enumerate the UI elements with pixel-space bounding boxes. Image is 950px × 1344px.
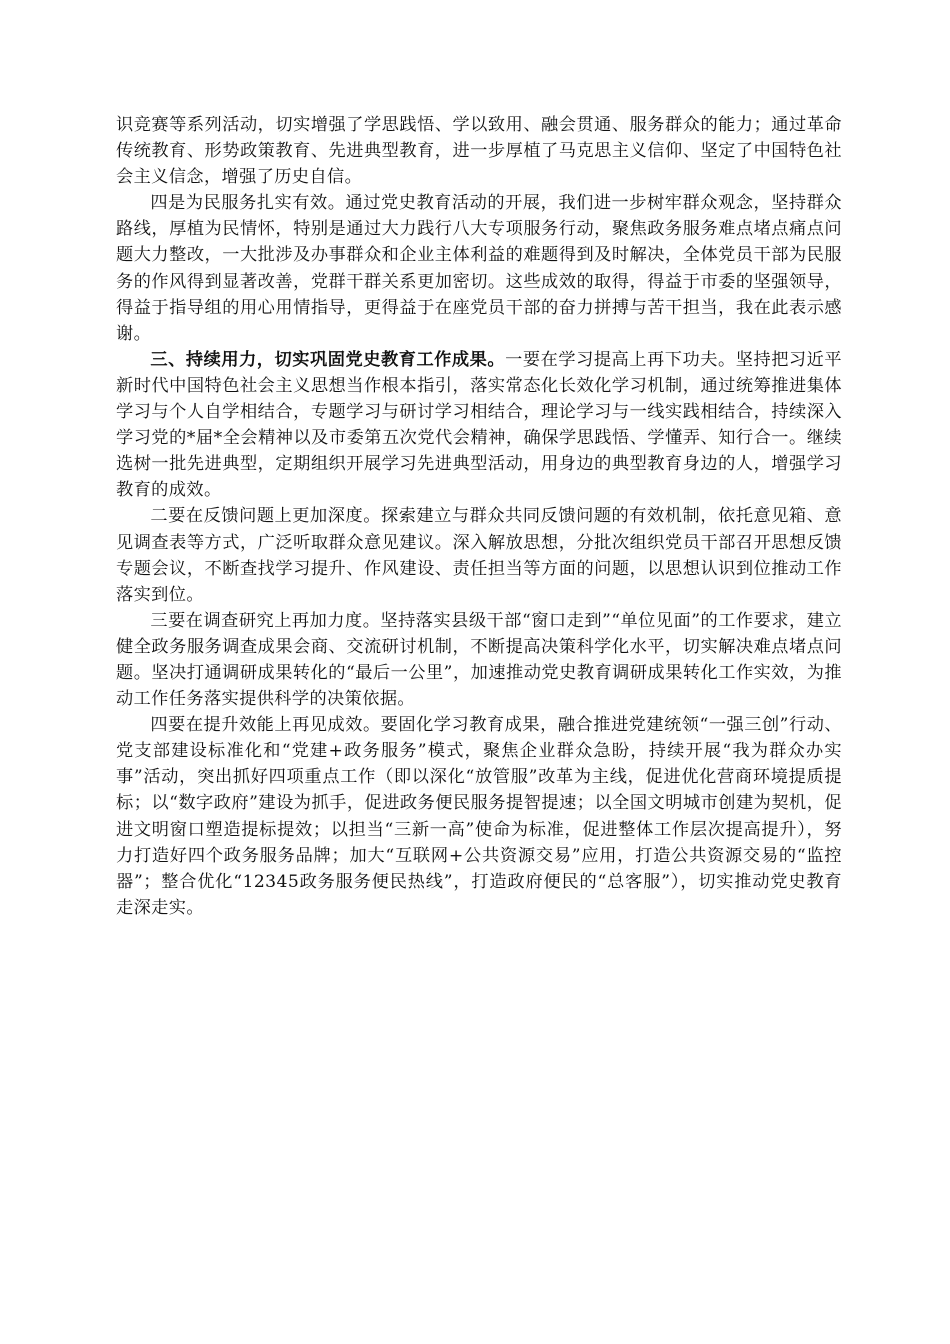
paragraph-1-text: 识竞赛等系列活动，切实增强了学思践悟、学以致用、融会贯通、服务群众的能力；通过革命传统教育、形势政策教育、先进典型教育，进一步厚植了马克思主义信仰、坚定了中国特色社会主义信念，增强了历史自信。	[116, 115, 842, 188]
paragraph-2	[116, 190, 842, 347]
paragraph-5	[116, 608, 842, 712]
paragraph-3	[116, 347, 842, 504]
paragraph-6	[116, 712, 842, 921]
paragraph-5-text: 三要在调查研究上再加力度。坚持落实县级干部“窗口走到”“单位见面”的工作要求，建立健全政务服务调查成果会商、交流研讨机制，不断提高决策科学化水平，切实解决难点堵点问题。坚决打通调研成果转化的“最后一公里”，加速推动党史教育调研成果转化工作实效，为推动工作任务落实提供科学的决策依据。	[116, 610, 842, 710]
paragraph-2-text: 四是为民服务扎实有效。通过党史教育活动的开展，我们进一步树牢群众观念，坚持群众路线，厚植为民情怀，特别是通过大力践行八大专项服务行动，聚焦政务服务难点堵点痛点问题大力整改，一大批涉及办事群众和企业主体利益的难题得到及时解决，全体党员干部为民服务的作风得到显著改善，党群干群关系更加密切。这些成效的取得，得益于市委的坚强领导，得益于指导组的用心用情指导，更得益于在座党员干部的奋力拼搏与苦干担当，我在此表示感谢。	[116, 193, 842, 344]
document-body	[116, 112, 842, 921]
paragraph-4	[116, 503, 842, 607]
paragraph-3-text: 一要在学习提高上再下功夫。坚持把习近平新时代中国特色社会主义思想当作根本指引，落实常态化长效化学习机制，通过统筹推进集体学习与个人自学相结合，专题学习与研讨学习相结合，理论学习与一线实践相结合，持续深入学习党的*届*全会精神以及市委第五次党代会精神，确保学思践悟、学懂弄、知行合一。继续选树一批先进典型，定期组织开展学习先进典型活动，用身边的典型教育身边的人，增强学习教育的成效。	[116, 349, 842, 501]
section-heading: 三、持续用力，切实巩固党史教育工作成果。	[150, 349, 506, 370]
paragraph-4-text: 二要在反馈问题上更加深度。探索建立与群众共同反馈问题的有效机制，依托意见箱、意见调查表等方式，广泛听取群众意见建议。深入解放思想，分批次组织党员干部召开思想反馈专题会议，不断查找学习提升、作风建设、责任担当等方面的问题，以思想认识到位推动工作落实到位。	[116, 506, 842, 605]
paragraph-1	[116, 112, 842, 190]
paragraph-6-text: 四要在提升效能上再见成效。要固化学习教育成果，融合推进党建统领“一强三创”行动、党支部建设标准化和“党建+政务服务”模式，聚焦企业群众急盼，持续开展“我为群众办实事”活动，突出抓好四项重点工作（即以深化“放管服”改革为主线，促进优化营商环境提质提标；以“数字政府”建设为抓手，促进政务便民服务提智提速；以全国文明城市创建为契机，促进文明窗口塑造提标提效；以担当“三新一高”使命为标准，促进整体工作层次提高提升），努力打造好四个政务服务品牌；加大“互联网+公共资源交易”应用，打造公共资源交易的“监控器”；整合优化“12345政务服务便民热线”，打造政府便民的“总客服”），切实推动党史教育走深走实。	[116, 715, 842, 918]
